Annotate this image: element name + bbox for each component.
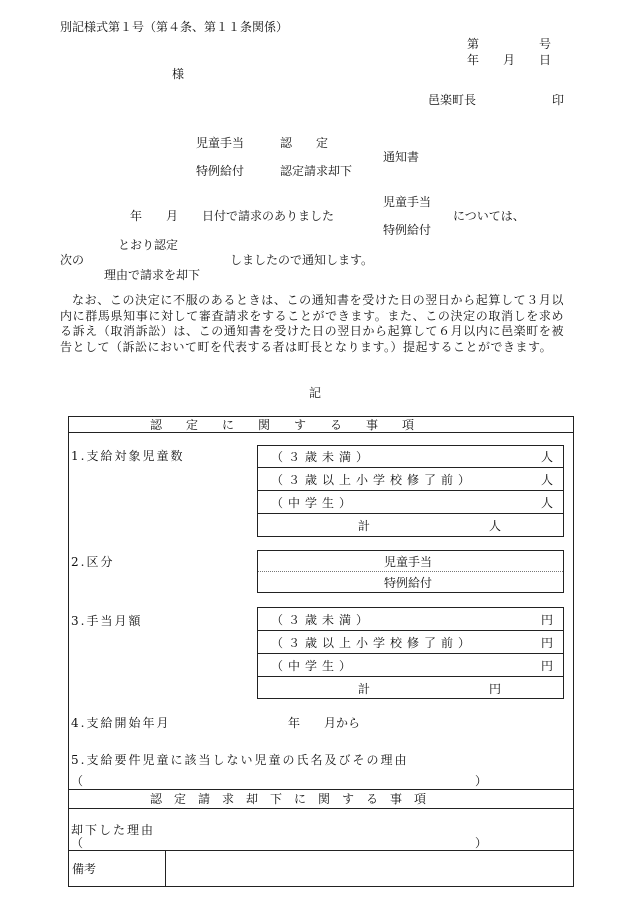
title-suffix: 通知書 xyxy=(383,150,420,164)
category-option-a: 児童手当 xyxy=(384,555,433,569)
ki-mark: 記 xyxy=(309,386,322,400)
remarks-column-divider xyxy=(165,850,166,887)
children-row-unit: 人 xyxy=(541,496,554,510)
item3-label: 3.手当月額 xyxy=(71,614,143,628)
category-option-b: 特例給付 xyxy=(384,576,433,590)
children-row-label: （３歳未満） xyxy=(271,450,374,464)
body-line1-suffix: については、 xyxy=(453,209,525,223)
form-number: 別記様式第１号（第４条、第１１条関係） xyxy=(60,20,289,34)
item5-paren-close: ） xyxy=(475,774,488,788)
body-allowance-a: 児童手当 xyxy=(383,195,432,209)
item2-label: 2.区分 xyxy=(71,555,115,569)
category-divider xyxy=(258,571,563,572)
section1-header-divider xyxy=(68,432,574,433)
children-row-divider-2 xyxy=(257,490,564,491)
seal-mark: 印 xyxy=(552,93,565,107)
children-row-unit: 人 xyxy=(541,450,554,464)
amount-row-label: （３歳未満） xyxy=(271,613,374,627)
children-row-divider-3 xyxy=(257,513,564,514)
item5-label: 5.支給要件児童に該当しない児童の氏名及びその理由 xyxy=(71,753,409,767)
issuer-name: 邑楽町長 xyxy=(428,93,477,107)
addressee-suffix: 様 xyxy=(172,67,185,81)
section1-header: 認 定 に 関 す る 事 項 xyxy=(150,418,415,432)
item4-value: 年 月から xyxy=(288,716,361,730)
body-line2-option-b: 理由で請求を却下 xyxy=(104,268,201,282)
section2-header: 認 定 請 求 却 下 に 関 す る 事 項 xyxy=(150,792,427,806)
amount-total-unit: 円 xyxy=(489,682,502,696)
amount-row-label: （中学生） xyxy=(271,659,357,673)
children-total-label: 計 xyxy=(358,519,371,533)
document-number-label: 第 号 xyxy=(467,37,552,51)
title-option-rejection: 特例給付 認定請求却下 xyxy=(196,164,353,178)
date-label: 年 月 日 xyxy=(467,53,552,67)
rejection-paren-open: （ xyxy=(71,836,84,850)
amount-row-unit: 円 xyxy=(541,659,554,673)
children-row-label: （３歳以上小学校修了前） xyxy=(271,473,476,487)
amount-row-unit: 円 xyxy=(541,636,554,650)
title-option-certification: 児童手当 認 定 xyxy=(196,136,329,150)
rejection-paren-close: ） xyxy=(475,836,488,850)
children-row-label: （中学生） xyxy=(271,496,357,510)
body-line2-prefix: 次の xyxy=(60,253,85,267)
children-row-unit: 人 xyxy=(541,473,554,487)
remarks-label: 備考 xyxy=(72,862,97,876)
amount-row-divider-3 xyxy=(257,676,564,677)
section2-top-divider xyxy=(68,789,574,790)
appeal-notice: なお、この決定に不服のあるときは、この通知書を受けた日の翌日から起算して３月以内に群馬県知事に対して審査請求をすることができます。また、この決定の取消しを求める訴え（取消訴訟）は、この通知書を受けた日の翌日から起算して６月以内に邑楽町を被告として（訴訟において町を代表する者は町長となります。）提起することができます。 xyxy=(60,293,564,354)
rejection-reason-label: 却下した理由 xyxy=(71,823,156,837)
body-allowance-b: 特例給付 xyxy=(383,223,432,237)
amount-row-divider-2 xyxy=(257,653,564,654)
section2-header-divider xyxy=(68,808,574,809)
body-line1-prefix: 年 月 日付で請求のありました xyxy=(130,209,335,223)
amount-row-label: （３歳以上小学校修了前） xyxy=(271,636,476,650)
body-line2-suffix: しましたので通知します。 xyxy=(230,253,374,267)
children-row-divider-1 xyxy=(257,467,564,468)
remarks-top-divider xyxy=(68,850,574,851)
children-total-unit: 人 xyxy=(489,519,502,533)
item1-label: 1.支給対象児童数 xyxy=(71,449,185,463)
amount-row-divider-1 xyxy=(257,630,564,631)
amount-total-label: 計 xyxy=(358,682,371,696)
body-line2-option-a: とおり認定 xyxy=(118,238,179,252)
item4-label: 4.支給開始年月 xyxy=(71,716,171,730)
amount-row-unit: 円 xyxy=(541,613,554,627)
item5-paren-open: （ xyxy=(71,774,84,788)
